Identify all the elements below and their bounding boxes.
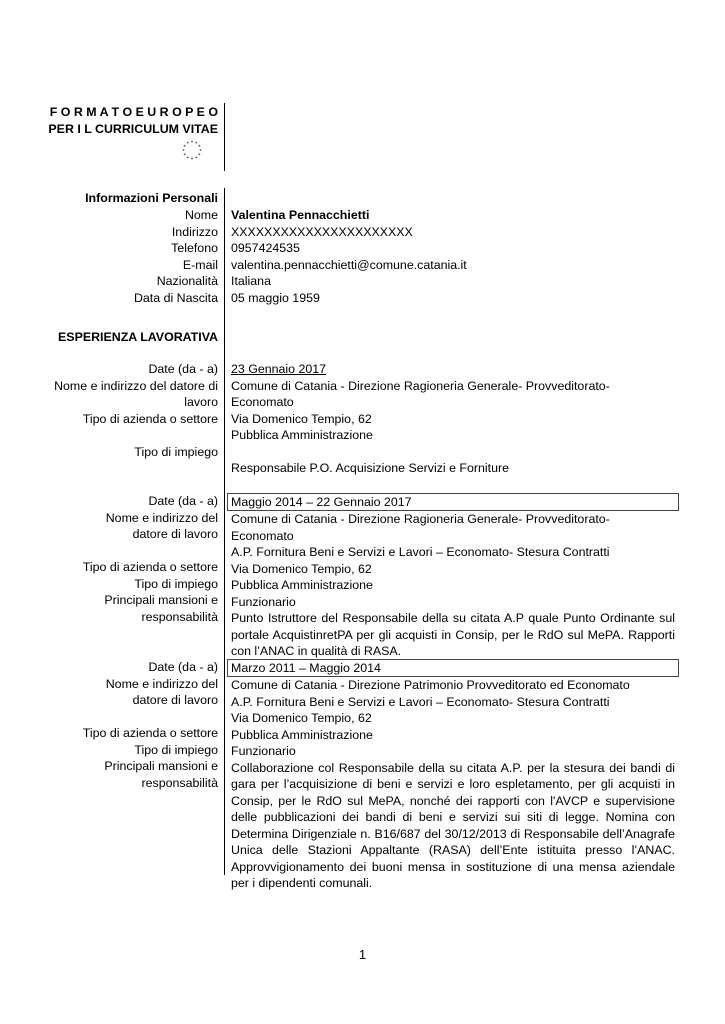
job3-sector: Pubblica Amministrazione <box>231 727 373 742</box>
personal-values <box>231 207 675 306</box>
job3-label-employer: Nome e indirizzo del <box>105 676 218 691</box>
label-nationality: Nazionalità <box>156 274 218 288</box>
job1-type: Responsabile P.O. Acquisizione Servizi e Forniture <box>231 461 510 475</box>
job2-duties: Punto Istruttore del Responsabile della su citata A.P quale Punto Ordinante sul portale AcquistinretPA per gli acquisti in Consip, per le RdO sul MePA. Rapporti con l’ANAC in qualità di RASA. <box>231 611 675 658</box>
job2-label-employer-2: datore di lavoro <box>132 527 218 541</box>
job3-duties: Collaborazione col Responsabile della su citata A.P. per la stesura dei bandi di gara per l’acquisizione di beni e servizi e loro espletamento, per gli acquisti in Consip, per le RdO sul MePA, nonché dei rapporti con l'AVCP e supervisione delle pubblicazioni dei bandi di beni e servizi sui siti di legge. Nomina con Determina Dirigenziale n. B16/687 del 30/12/2013 di Responsabile dell’Anagrafe Unica delle Stazioni Appaltante (RASA) dell’Ente istituita presso l’ANAC. Approvvigionamento dei buoni mensa in sostituzione di una mensa aziendale per i dipendenti comunali. <box>231 760 675 890</box>
value-phone: 0957424535 <box>231 241 300 255</box>
job3-label-duties: Principali mansioni e <box>104 759 218 773</box>
job1-label-employer: Nome e indirizzo del datore di <box>54 378 218 393</box>
value-address: XXXXXXXXXXXXXXXXXXXXXX <box>231 224 413 239</box>
job3-label-sector: Tipo di azienda o settore <box>82 726 218 740</box>
label-address: Indirizzo <box>171 224 218 239</box>
column-divider <box>224 188 225 875</box>
job1-date: 23 Gennaio 2017 <box>231 362 327 376</box>
job3-employer-address: Via Domenico Tempio, 62 <box>231 711 372 725</box>
job1-label-type: Tipo di impiego <box>134 444 218 459</box>
job3-type: Funzionario <box>231 744 296 758</box>
job2-employer: Comune di Catania - Direzione Ragioneria Generale- Provveditorato- Economato <box>231 512 610 543</box>
job2-values <box>231 493 675 660</box>
job3-date: Marzo 2011 – Maggio 2014 <box>227 659 679 677</box>
job3-label-date: Date (da - a) <box>148 660 218 674</box>
label-birthdate: Data di Nascita <box>133 290 218 305</box>
label-phone: Telefono <box>171 241 218 255</box>
format-title-line2: PER I L CURRICULUM VITAE <box>48 122 218 136</box>
value-name: Valentina Pennacchietti <box>231 208 370 222</box>
job3-values <box>231 659 675 892</box>
personal-labels <box>40 207 218 306</box>
job1-employer-address: Via Domenico Tempio, 62 <box>231 411 372 426</box>
job3-labels <box>40 659 218 791</box>
job3-employer: Comune di Catania - Direzione Patrimonio Provveditorato ed Economato <box>231 678 630 692</box>
value-email: valentina.pennacchietti@comune.catania.it <box>231 257 467 272</box>
job1-values <box>231 361 675 477</box>
label-email: E-mail <box>182 257 218 272</box>
format-title <box>40 104 218 138</box>
job2-date: Maggio 2014 – 22 Gennaio 2017 <box>227 493 679 511</box>
job1-sector: Pubblica Amministrazione <box>231 428 373 442</box>
job1-label-date: Date (da - a) <box>148 362 218 376</box>
job2-type: Funzionario <box>231 594 296 609</box>
job2-label-date: Date (da - a) <box>148 494 218 508</box>
format-title-line1: F O R M A T O E U R O P E O <box>49 105 218 119</box>
job3-employer-area: A.P. Fornitura Beni e Servizi e Lavori – Economato- Stesura Contratti <box>231 694 610 709</box>
job2-label-duties-2: responsabilità <box>141 609 218 624</box>
experience-section-title: ESPERIENZA LAVORATIVA <box>58 330 218 344</box>
job1-label-sector: Tipo di azienda o settore <box>82 411 218 426</box>
header-divider <box>224 103 225 171</box>
job2-label-duties: Principali mansioni e <box>104 593 218 607</box>
job2-label-employer: Nome e indirizzo del <box>105 510 218 525</box>
value-nationality: Italiana <box>231 274 271 288</box>
job1-labels <box>40 361 218 460</box>
job1-label-employer-2: lavoro <box>184 395 218 409</box>
job2-labels <box>40 493 218 625</box>
job1-employer: Comune di Catania - Direzione Ragioneria Generale- Provveditorato- Economato <box>231 378 610 409</box>
job2-employer-address: Via Domenico Tempio, 62 <box>231 561 372 576</box>
job3-label-employer-2: datore di lavoro <box>132 693 218 707</box>
job2-employer-area: A.P. Fornitura Beni e Servizi e Lavori – Economato- Stesura Contratti <box>231 545 610 559</box>
job2-label-type: Tipo di impiego <box>134 576 218 591</box>
job2-label-sector: Tipo di azienda o settore <box>82 560 218 574</box>
job2-sector: Pubblica Amministrazione <box>231 578 373 592</box>
value-birthdate: 05 maggio 1959 <box>231 290 320 305</box>
job3-label-type: Tipo di impiego <box>134 742 218 757</box>
page-number: 1 <box>358 947 367 962</box>
job3-label-duties-2: responsabilità <box>141 775 218 790</box>
eu-stars-icon <box>181 139 203 161</box>
personal-section-title: Informazioni Personali <box>85 191 218 205</box>
label-name: Nome <box>184 208 218 222</box>
